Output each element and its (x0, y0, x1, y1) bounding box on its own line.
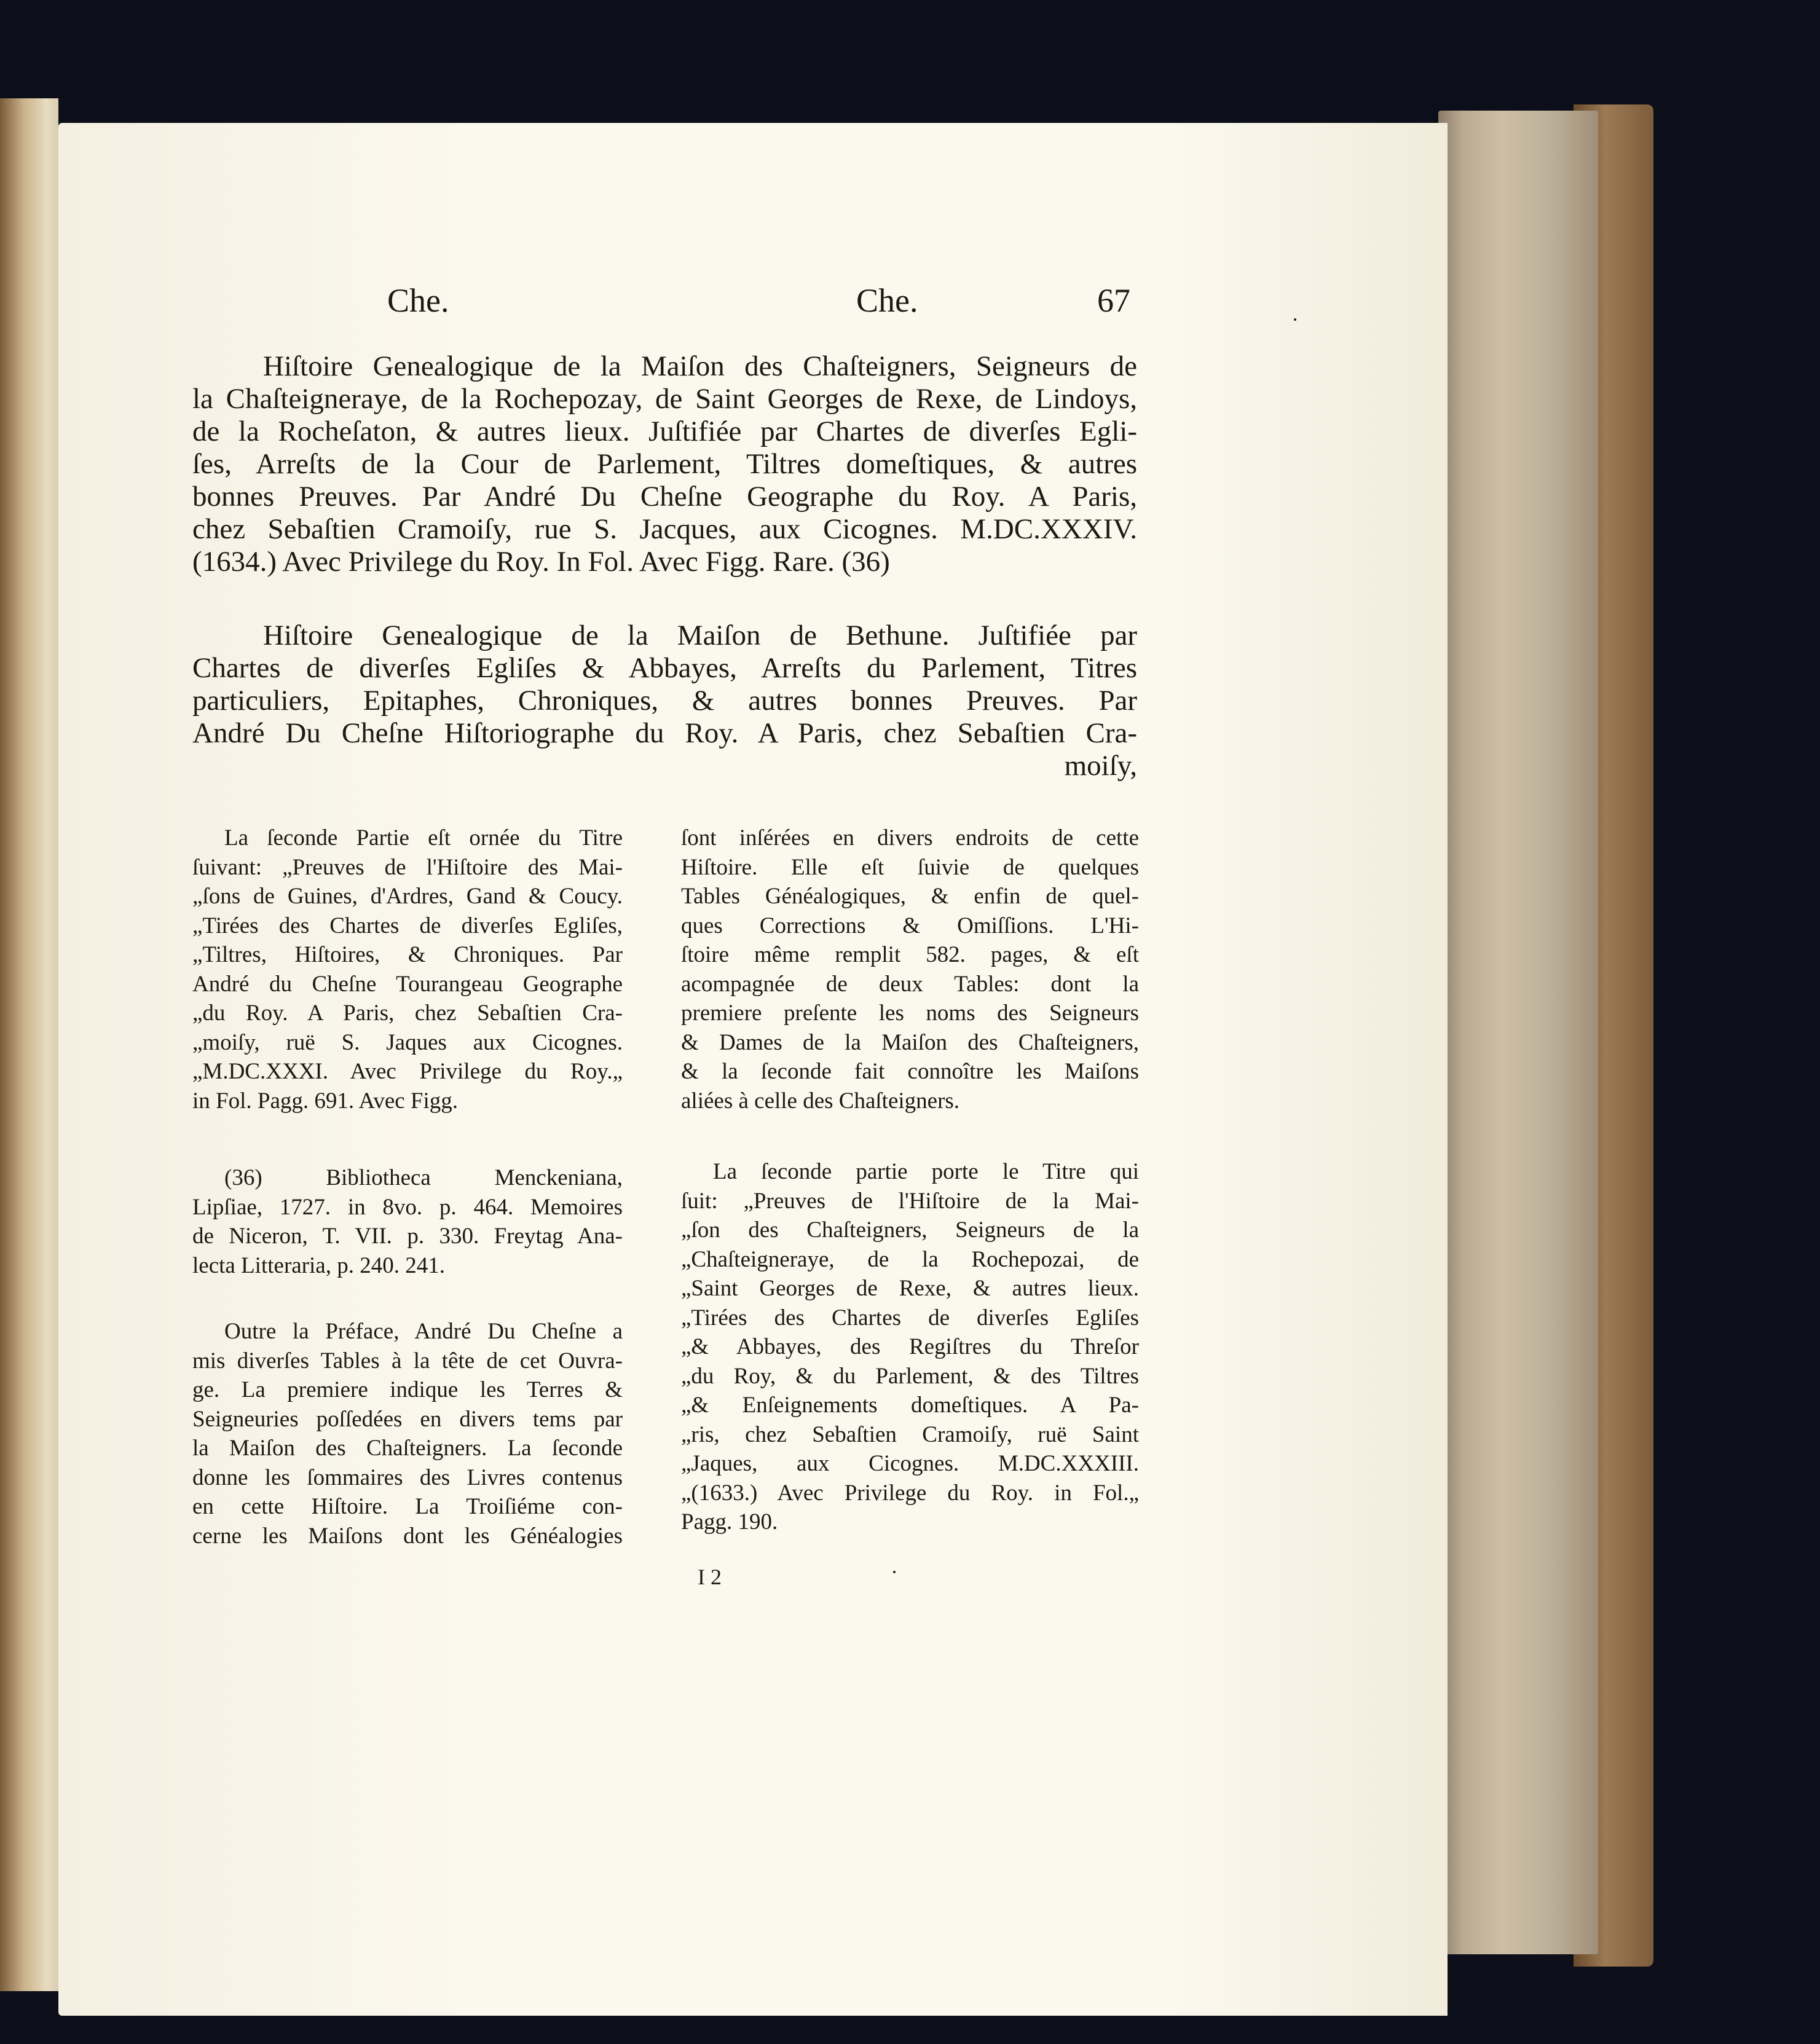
note-line: in Fol. Pagg. 691. Avec Figg. (192, 1088, 459, 1114)
entry-line: Hiſtoire Genealogique de la Maiſon des Chaſteigners, Seigneurs de (263, 350, 1137, 382)
note-line: ge. La premiere indique les Terres & (192, 1377, 623, 1402)
note-line: premiere preſente les noms des Seigneurs (681, 1000, 1139, 1026)
note-line: Lipſiae, 1727. in 8vo. p. 464. Memoires (192, 1194, 623, 1220)
ink-speck (1294, 318, 1296, 321)
entry-line: André Du Cheſne Hiſtoriographe du Roy. A Paris, chez Sebaſtien Cra- (192, 717, 1137, 749)
note-line: & la ſeconde fait connoître les Maiſons (681, 1059, 1139, 1084)
note-line: „M.DC.XXXI. Avec Privilege du Roy.„ (192, 1059, 623, 1084)
left-page-edge (0, 98, 58, 1991)
note-line: „ſon des Chaſteigners, Seigneurs de la (681, 1217, 1139, 1243)
running-head-left: Che. (387, 282, 449, 319)
note-line: ſont inſérées en divers endroits de cette (681, 825, 1139, 851)
right-column-para-1 (681, 823, 1139, 1115)
entry-bethune (192, 619, 1137, 782)
note-line: Pagg. 190. (681, 1509, 778, 1535)
note-line: de Niceron, T. VII. p. 330. Freytag Ana- (192, 1224, 623, 1249)
note-line: „(1633.) Avec Privilege du Roy. in Fol.„ (681, 1480, 1139, 1506)
note-line: La ſeconde partie porte le Titre qui (713, 1159, 1139, 1184)
note-line: mis diverſes Tables à la tête de cet Ouvra- (192, 1348, 623, 1374)
note-line: acompagnée de deux Tables: dont la (681, 971, 1139, 997)
note-line: „moiſy, ruë S. Jaques aux Cicognes. (192, 1029, 623, 1055)
note-line: ſuivant: „Preuves de l'Hiſtoire des Mai- (192, 854, 623, 880)
ink-speck (893, 1571, 896, 1573)
note-line: „Saint Georges de Rexe, & autres lieux. (681, 1276, 1139, 1301)
entry-line: particuliers, Epitaphes, Chroniques, & autres bonnes Preuves. Par (192, 685, 1137, 717)
note-line: „Jaques, aux Cicognes. M.DC.XXXIII. (681, 1451, 1139, 1476)
note-line: en cette Hiſtoire. La Troiſiéme con- (192, 1494, 623, 1519)
signature-mark: I 2 (698, 1565, 722, 1589)
note-line: „du Roy, & du Parlement, & des Tiltres (681, 1363, 1139, 1389)
right-column-para-2 (681, 1157, 1139, 1537)
footnote-36 (192, 1163, 623, 1280)
note-line: „ſons de Guines, d'Ardres, Gand & Coucy. (192, 884, 623, 909)
note-line: „Tirées des Chartes de diverſes Egliſes, (192, 913, 623, 938)
note-line: „Tirées des Chartes de diverſes Egliſes (681, 1305, 1139, 1331)
note-line: „& Abbayes, des Regiſtres du Threſor (681, 1334, 1139, 1359)
note-line: Hiſtoire. Elle eſt ſuivie de quelques (681, 854, 1139, 880)
note-line: „& Enſeignements domeſtiques. A Pa- (681, 1393, 1139, 1418)
note-line: & Dames de la Maiſon des Chaſteigners, (681, 1029, 1139, 1055)
note-line: „Tiltres, Hiſtoires, & Chroniques. Par (192, 942, 623, 967)
note-line: (36) Bibliotheca Menckeniana, (224, 1165, 623, 1190)
note-line: lecta Litteraria, p. 240. 241. (192, 1252, 445, 1278)
entry-line: moiſy, (1064, 750, 1137, 782)
running-head-center: Che. (856, 282, 918, 319)
entry-line: Chartes de diverſes Egliſes & Abbayes, Arreſts du Parlement, Titres (192, 652, 1137, 684)
entry-line: bonnes Preuves. Par André Du Cheſne Geographe du Roy. A Paris, (192, 481, 1137, 513)
entry-chasteigners (192, 350, 1137, 578)
entry-line: chez Sebaſtien Cramoiſy, rue S. Jacques, aux Cicognes. M.DC.XXXIV. (192, 513, 1137, 545)
note-line: donne les ſommaires des Livres contenus (192, 1464, 623, 1490)
note-line: Tables Généalogiques, & enfin de quel- (681, 884, 1139, 909)
page-number: 67 (1097, 282, 1130, 319)
entry-line: de la Rocheſaton, & autres lieux. Juſtifiée par Chartes de diverſes Egli- (192, 415, 1137, 447)
left-column-para-1 (192, 823, 623, 1115)
entry-line: (1634.) Avec Privilege du Roy. In Fol. Avec Figg. Rare. (36) (192, 546, 890, 578)
note-line: „ris, chez Sebaſtien Cramoiſy, ruë Saint (681, 1421, 1139, 1447)
entry-line: la Chaſteigneraye, de la Rochepozay, de Saint Georges de Rexe, de Lindoys, (192, 383, 1137, 415)
note-line: ſtoire même remplit 582. pages, & eſt (681, 942, 1139, 967)
entry-line: ſes, Arreſts de la Cour de Parlement, Tiltres domeſtiques, & autres (192, 448, 1137, 480)
note-line: Outre la Préface, André Du Cheſne a (224, 1319, 623, 1344)
note-line: La ſeconde Partie eſt ornée du Titre (224, 825, 623, 851)
note-line: cerne les Maiſons dont les Généalogies (192, 1523, 623, 1549)
entry-line: Hiſtoire Genealogique de la Maiſon de Bethune. Juſtifiée par (263, 619, 1137, 651)
note-line: aliées à celle des Chaſteigners. (681, 1088, 960, 1114)
note-line: „du Roy. A Paris, chez Sebaſtien Cra- (192, 1000, 623, 1026)
left-column-para-3 (192, 1317, 623, 1551)
note-line: Seigneuries poſſedées en divers tems par (192, 1406, 623, 1432)
page-block-edges (1438, 111, 1598, 1954)
note-line: André du Cheſne Tourangeau Geographe (192, 971, 623, 997)
note-line: „Chaſteigneraye, de la Rochepozai, de (681, 1246, 1139, 1272)
note-line: ſuit: „Preuves de l'Hiſtoire de la Mai- (681, 1188, 1139, 1214)
note-line: la Maiſon des Chaſteigners. La ſeconde (192, 1436, 623, 1461)
note-line: ques Corrections & Omiſſions. L'Hi- (681, 913, 1139, 938)
